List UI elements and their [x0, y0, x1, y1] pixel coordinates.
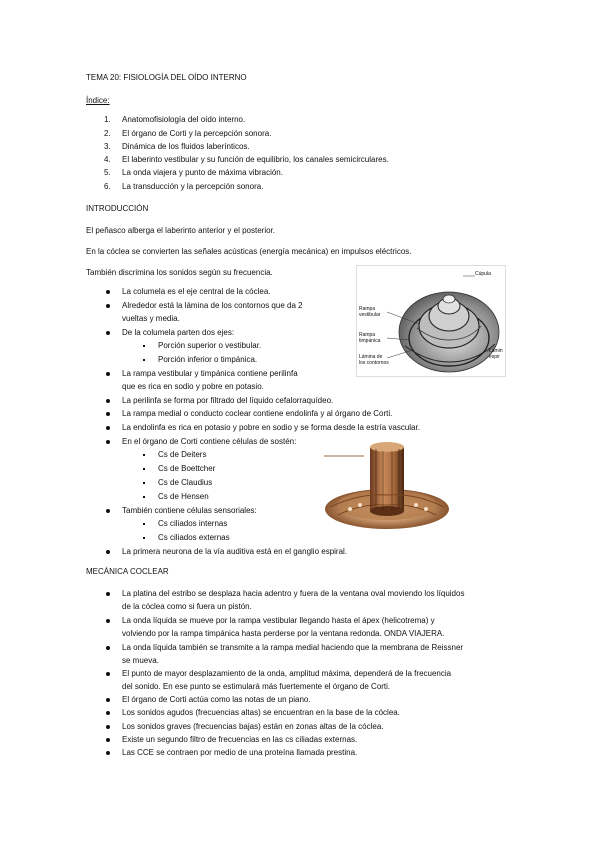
bullet-icon	[106, 711, 110, 715]
sub-bullet-icon	[143, 537, 145, 539]
sub-bullet-icon	[143, 359, 145, 361]
section-heading-intro: INTRODUCCIÓN	[86, 204, 149, 213]
bullet-text: Alrededor está la lámina de los contornos que da 2	[122, 301, 303, 310]
bullet-text-cont: de la cóclea como si fuera un pistón.	[122, 602, 252, 611]
bullet-text: La columela es el eje central de la cóclea.	[122, 287, 271, 296]
index-item: Anatomofisiología del oído interno.	[122, 115, 246, 124]
label-rampa-timpanica: timpánica	[359, 338, 381, 344]
index-number: 5.	[104, 168, 111, 177]
label-lamina-contornos: Lámina de	[359, 354, 383, 360]
sub-bullet-text: Cs de Deiters	[158, 450, 207, 459]
sub-bullet-text: Cs de Claudius	[158, 478, 213, 487]
bullet-text: Los sonidos agudos (frecuencias altas) se encuentran en la base de la cóclea.	[122, 708, 400, 717]
bullet-text: La rampa vestibular y timpánica contiene perilinfa	[122, 369, 298, 378]
bullet-icon	[106, 426, 110, 430]
label-rampa-vestibular: Rampa	[359, 306, 376, 312]
index-item: Dinámica de los fluidos laberínticos.	[122, 142, 250, 151]
sub-bullet-text: Cs ciliados externas	[158, 533, 230, 542]
sub-bullet-icon	[143, 523, 145, 525]
bullet-icon	[106, 412, 110, 416]
bullet-text: De la columela parten dos ejes:	[122, 328, 235, 337]
bullet-icon	[106, 331, 110, 335]
bullet-text: Las CCE se contraen por medio de una proteína llamada prestina.	[122, 748, 358, 757]
label-cupula: Cúpula	[475, 271, 491, 277]
label-lamina-contornos: los contornos	[359, 360, 389, 366]
bullet-icon	[106, 751, 110, 755]
bullet-text-cont: del sonido. En ese punto se estimulará más fuertemente el órgano de Corti.	[122, 682, 391, 691]
bullet-text: El punto de mayor desplazamiento de la onda, amplitud máxima, dependerá de la frecuencia	[122, 669, 452, 678]
sub-bullet-icon	[143, 482, 145, 484]
bullet-text: La onda líquida también se transmite a la rampa medial haciendo que la membrana de Reissner	[122, 643, 464, 652]
label-lamina-espiral: Lámin	[489, 348, 503, 354]
organ-of-corti-illustration	[320, 437, 454, 537]
bullet-text: La platina del estribo se desplaza hacia adentro y fuera de la ventana oval moviendo los líquidos	[122, 589, 465, 598]
organ-of-corti-image	[320, 437, 454, 537]
index-number: 6.	[104, 182, 111, 191]
sub-bullet-icon	[143, 345, 145, 347]
label-lamina-espiral: espir	[489, 354, 500, 360]
bullet-text-cont: se mueva.	[122, 656, 159, 665]
bullet-icon	[106, 290, 110, 294]
bullet-text: La endolinfa es rica en potasio y pobre en sodio y se forma desde la estría vascular.	[122, 423, 420, 432]
bullet-icon	[106, 738, 110, 742]
index-item: La onda viajera y punto de máxima vibración.	[122, 168, 283, 177]
bullet-icon	[106, 372, 110, 376]
bullet-icon	[106, 725, 110, 729]
bullet-text-cont: vueltas y media.	[122, 314, 180, 323]
bullet-text: La rampa medial o conducto coclear contiene endolinfa y al órgano de Corti.	[122, 409, 393, 418]
sub-bullet-icon	[143, 454, 145, 456]
index-item: El órgano de Corti y la percepción sonora.	[122, 129, 272, 138]
index-number: 3.	[104, 142, 111, 151]
bullet-icon	[106, 399, 110, 403]
paragraph: En la cóclea se convierten las señales acústicas (energía mecánica) en impulsos eléctricos.	[86, 247, 412, 256]
cochlea-diagram	[356, 265, 506, 377]
index-item: La transducción y la percepción sonora.	[122, 182, 264, 191]
bullet-text: También contiene células sensoriales:	[122, 506, 257, 515]
bullet-icon	[106, 672, 110, 676]
bullet-icon	[106, 550, 110, 554]
sub-bullet-text: Cs de Boettcher	[158, 464, 216, 473]
bullet-icon	[106, 509, 110, 513]
index-number: 2.	[104, 129, 111, 138]
section-heading-mecanica: MECÁNICA COCLEAR	[86, 567, 169, 576]
bullet-icon	[106, 304, 110, 308]
bullet-text: La perilinfa se forma por filtrado del líquido cefalorraquídeo.	[122, 396, 334, 405]
bullet-text: La onda líquida se mueve por la rampa vestibular llegando hasta el ápex (helicotrema) y	[122, 616, 435, 625]
sub-bullet-text: Porción superior o vestibular.	[158, 341, 262, 350]
bullet-text: Existe un segundo filtro de frecuencias en las cs ciliadas externas.	[122, 735, 358, 744]
bullet-icon	[106, 440, 110, 444]
sub-bullet-text: Porción inferior o timpánica.	[158, 355, 258, 364]
page-title: TEMA 20: FISIOLOGÍA DEL OÍDO INTERNO	[86, 73, 247, 82]
index-item: El laberinto vestibular y su función de equilibrio, los canales semicirculares.	[122, 155, 389, 164]
bullet-text: Los sonidos graves (frecuencias bajas) están en zonas altas de la cóclea.	[122, 722, 384, 731]
index-number: 1.	[104, 115, 111, 124]
bullet-text: La primera neurona de la vía auditiva está en el ganglio espiral.	[122, 547, 348, 556]
label-rampa-vestibular: vestibular	[359, 312, 381, 318]
bullet-text: En el órgano de Corti contiene células de sostén:	[122, 437, 297, 446]
index-number: 4.	[104, 155, 111, 164]
sub-bullet-text: Cs ciliados internas	[158, 519, 228, 528]
bullet-icon	[106, 619, 110, 623]
sub-bullet-icon	[143, 468, 145, 470]
bullet-icon	[106, 646, 110, 650]
paragraph: También discrimina los sonidos según su frecuencia.	[86, 268, 273, 277]
bullet-text-cont: volviendo por la rampa timpánica hasta perderse por la ventana redonda. ONDA VIAJERA.	[122, 629, 445, 638]
bullet-text: El órgano de Corti actúa como las notas de un piano.	[122, 695, 311, 704]
label-rampa-timpanica: Rampa	[359, 332, 376, 338]
sub-bullet-icon	[143, 496, 145, 498]
index-heading: Índice:	[86, 96, 110, 105]
bullet-text-cont: que es rica en sodio y pobre en potasio.	[122, 382, 264, 391]
bullet-icon	[106, 592, 110, 596]
bullet-icon	[106, 698, 110, 702]
paragraph: El peñasco alberga el laberinto anterior y el posterior.	[86, 226, 275, 235]
sub-bullet-text: Cs de Hensen	[158, 492, 209, 501]
